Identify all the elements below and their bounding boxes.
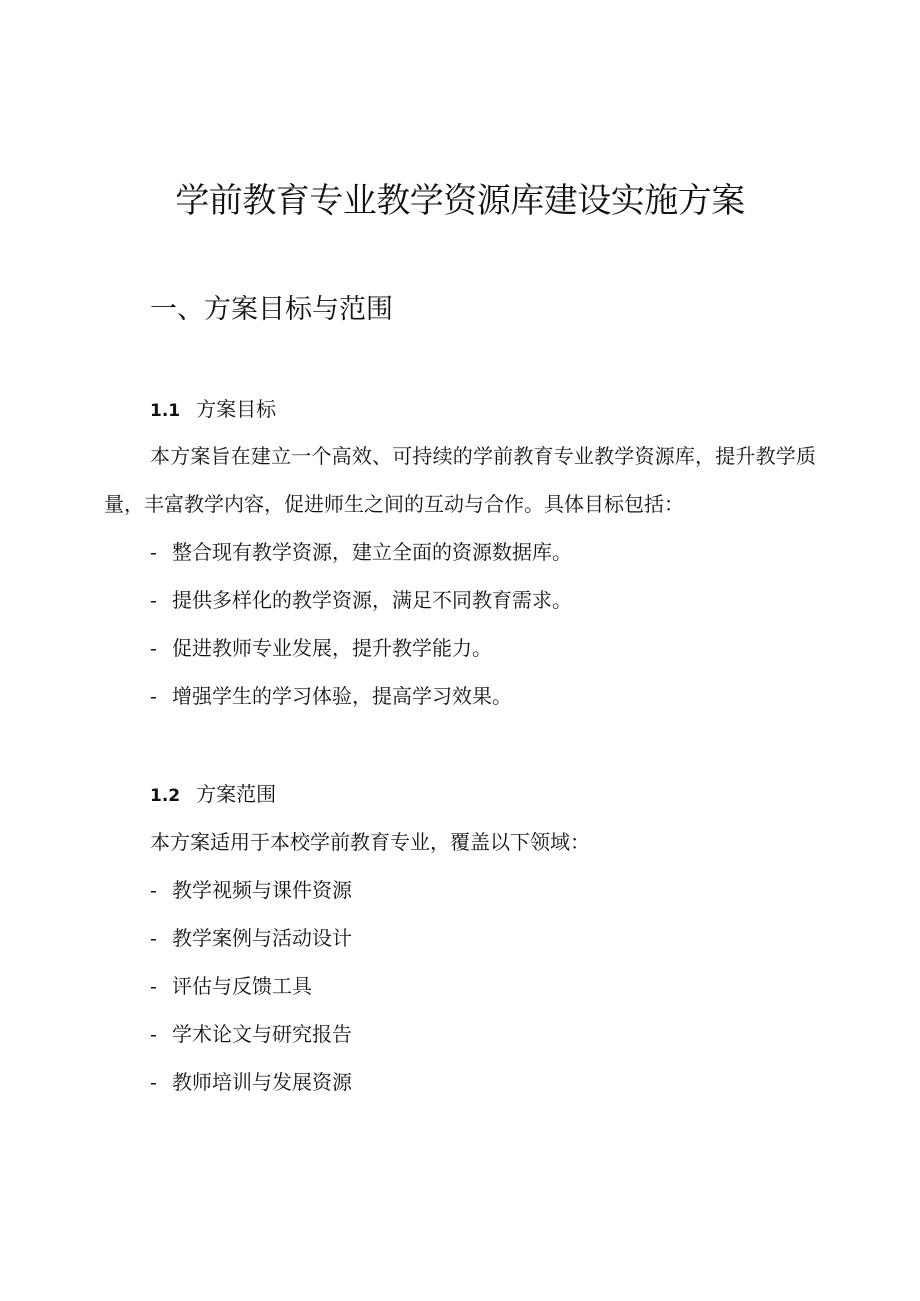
list-item-text: 教学案例与活动设计	[172, 926, 352, 950]
list-item	[150, 537, 572, 585]
list-item-text: 教师培训与发展资源	[172, 1070, 352, 1094]
subsection-number: 1.2	[150, 786, 181, 806]
list-item	[150, 681, 572, 729]
list-item	[150, 1019, 352, 1067]
bullet-dash: -	[150, 1022, 157, 1046]
list-item	[150, 585, 572, 633]
scope-list	[150, 875, 352, 1115]
bullet-dash: -	[150, 1070, 157, 1094]
subsection-title: 方案范围	[196, 782, 277, 806]
list-item-text: 提供多样化的教学资源，满足不同教育需求。	[172, 588, 572, 612]
document-title: 学前教育专业教学资源库建设实施方案	[175, 181, 745, 221]
bullet-dash: -	[150, 636, 157, 660]
list-item	[150, 923, 352, 971]
bullet-dash: -	[150, 974, 157, 998]
subsection-title: 方案目标	[196, 397, 277, 421]
list-item-text: 整合现有教学资源，建立全面的资源数据库。	[172, 540, 572, 564]
list-item	[150, 633, 572, 681]
bullet-dash: -	[150, 684, 157, 708]
list-item	[150, 875, 352, 923]
bullet-dash: -	[150, 878, 157, 902]
list-item-text: 增强学生的学习体验，提高学习效果。	[172, 684, 512, 708]
subsection-heading-1-1	[150, 394, 276, 426]
section-heading: 一、方案目标与范围	[150, 294, 393, 325]
list-item-text: 教学视频与课件资源	[172, 878, 352, 902]
list-item	[150, 1067, 352, 1115]
bullet-dash: -	[150, 540, 157, 564]
bullet-dash: -	[150, 588, 157, 612]
list-item	[150, 971, 352, 1019]
scope-paragraph: 本方案适用于本校学前教育专业，覆盖以下领域：	[150, 830, 590, 854]
list-item-text: 学术论文与研究报告	[172, 1022, 352, 1046]
goal-list	[150, 537, 572, 729]
bullet-dash: -	[150, 926, 157, 950]
list-item-text: 评估与反馈工具	[172, 974, 312, 998]
goal-paragraph: 本方案旨在建立一个高效、可持续的学前教育专业教学资源库，提升教学质量，丰富教学内容，促进师生之间的互动与合作。具体目标包括：	[104, 444, 816, 516]
subsection-number: 1.1	[150, 401, 181, 421]
subsection-heading-1-2	[150, 779, 276, 811]
list-item-text: 促进教师专业发展，提升教学能力。	[172, 636, 492, 660]
